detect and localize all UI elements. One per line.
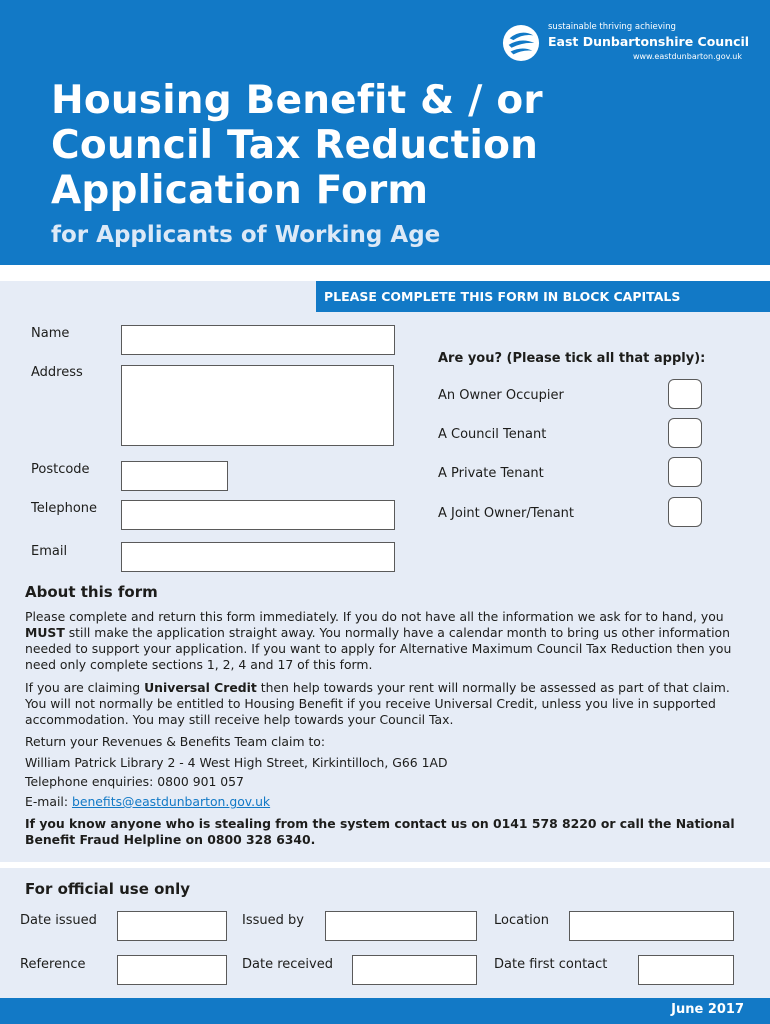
email-label: Email bbox=[31, 544, 68, 559]
divider bbox=[0, 862, 770, 868]
address-label: Address bbox=[31, 365, 83, 380]
telephone-enquiries: Telephone enquiries: 0800 901 057 bbox=[25, 774, 244, 789]
telephone-field[interactable] bbox=[121, 500, 395, 530]
form-title-line: Council Tax Reduction bbox=[51, 123, 539, 168]
about-emphasis: Universal Credit bbox=[144, 680, 257, 695]
date-first-contact-field[interactable] bbox=[638, 955, 734, 985]
status-option-council-tenant: A Council Tenant bbox=[438, 427, 547, 442]
return-instruction: Return your Revenues & Benefits Team claim to: bbox=[25, 734, 326, 749]
official-use-heading: For official use only bbox=[25, 880, 191, 898]
return-address: William Patrick Library 2 - 4 West High Street, Kirkintilloch, G66 1AD bbox=[25, 755, 448, 770]
date-issued-field[interactable] bbox=[117, 911, 227, 941]
private-tenant-checkbox[interactable] bbox=[668, 457, 702, 487]
postcode-field[interactable] bbox=[121, 461, 228, 491]
council-url: www.eastdunbarton.gov.uk bbox=[632, 52, 742, 61]
reference-label: Reference bbox=[20, 957, 86, 972]
benefits-email-link[interactable]: benefits@eastdunbarton.gov.uk bbox=[71, 794, 271, 809]
council-logo-icon bbox=[502, 24, 540, 62]
about-emphasis: MUST bbox=[25, 625, 65, 640]
date-received-label: Date received bbox=[242, 957, 333, 972]
council-name: East Dunbartonshire Council bbox=[548, 34, 750, 49]
about-paragraph-2 bbox=[25, 680, 753, 728]
issued-by-label: Issued by bbox=[242, 913, 304, 928]
date-issued-label: Date issued bbox=[20, 913, 97, 928]
date-received-field[interactable] bbox=[352, 955, 477, 985]
location-label: Location bbox=[494, 913, 549, 928]
email-prefix: E-mail: bbox=[25, 794, 72, 809]
about-text: Please complete and return this form immediately. If you do not have all the information we ask for to hand, you bbox=[25, 609, 724, 624]
form-subtitle: for Applicants of Working Age bbox=[51, 222, 441, 248]
issued-by-field[interactable] bbox=[325, 911, 477, 941]
about-text: still make the application straight away. You normally have a calendar month to bring us other information needed to support your application. If you want to apply for Alternative Maximum Council Tax Reduction then you need only complete sections 1, 2, 4 and 17 of this form. bbox=[25, 625, 732, 672]
fraud-notice: If you know anyone who is stealing from the system contact us on 0141 578 8220 or call the National Benefit Fraud Helpline on 0800 328 6340. bbox=[25, 816, 735, 847]
council-brand bbox=[502, 20, 750, 66]
about-paragraph-1 bbox=[25, 609, 753, 673]
header-banner bbox=[0, 0, 770, 265]
location-field[interactable] bbox=[569, 911, 734, 941]
status-question: Are you? (Please tick all that apply): bbox=[438, 351, 706, 366]
email-contact bbox=[25, 794, 270, 810]
address-field[interactable] bbox=[121, 365, 394, 446]
council-tenant-checkbox[interactable] bbox=[668, 418, 702, 448]
status-option-joint-owner-tenant: A Joint Owner/Tenant bbox=[438, 506, 574, 521]
telephone-label: Telephone bbox=[31, 501, 98, 516]
about-text: then help towards your rent will normally be assessed as part of that claim. You will not normally be entitled to Housing Benefit if you receive Universal Credit, unless you live in supported accommodation. You may still receive help towards your Council Tax. bbox=[25, 680, 730, 727]
form-title bbox=[51, 78, 711, 213]
form-date: June 2017 bbox=[671, 1002, 744, 1017]
joint-owner-tenant-checkbox[interactable] bbox=[668, 497, 702, 527]
status-option-owner-occupier: An Owner Occupier bbox=[438, 388, 564, 403]
footer-bar bbox=[0, 998, 770, 1024]
form-title-line: Application Form bbox=[51, 168, 429, 213]
postcode-label: Postcode bbox=[31, 462, 90, 477]
name-field[interactable] bbox=[121, 325, 395, 355]
email-field[interactable] bbox=[121, 542, 395, 572]
status-option-private-tenant: A Private Tenant bbox=[438, 466, 544, 481]
name-label: Name bbox=[31, 326, 70, 341]
date-first-contact-label: Date first contact bbox=[494, 957, 608, 972]
about-text: If you are claiming bbox=[25, 680, 145, 695]
reference-field[interactable] bbox=[117, 955, 227, 985]
council-tagline: sustainable thriving achieving bbox=[548, 22, 676, 32]
form-title-line: Housing Benefit & / or bbox=[51, 78, 543, 123]
about-heading: About this form bbox=[25, 583, 158, 601]
owner-occupier-checkbox[interactable] bbox=[668, 379, 702, 409]
block-capitals-banner: PLEASE COMPLETE THIS FORM IN BLOCK CAPITALS bbox=[316, 281, 770, 312]
divider bbox=[0, 265, 770, 281]
